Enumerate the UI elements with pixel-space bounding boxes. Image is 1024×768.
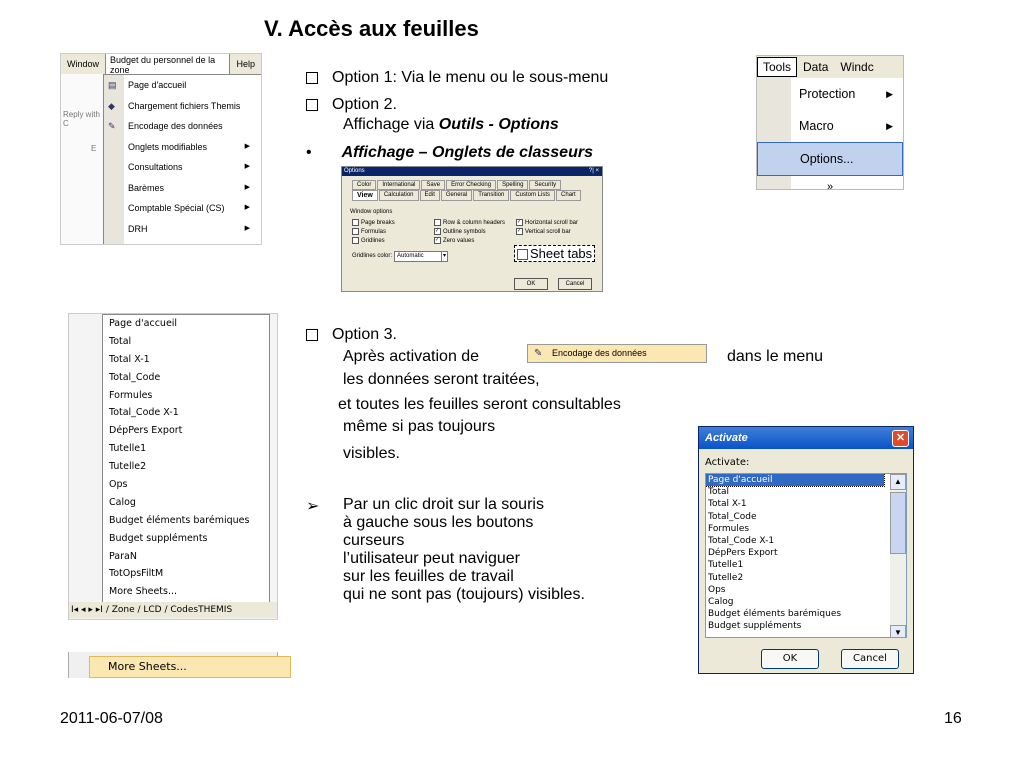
edit-icon: ✎ [108,121,116,131]
option3-line5: même si pas toujours [343,418,496,435]
submenu-arrow-icon: ▶ [244,224,250,232]
sheet-list-item[interactable]: Ops [109,479,128,491]
menu-help[interactable]: Help [236,59,255,69]
checkbox-icon: ✓ [517,228,522,234]
tools-item-label: Macro [799,119,834,133]
menu-item-label: Comptable Spécial (CS) [128,203,225,213]
sheet-list-item[interactable]: Total_Code X-1 [109,407,179,419]
activate-list-item[interactable]: Formules [708,523,750,534]
tools-item-label: Protection [799,87,856,101]
activate-list-item[interactable]: Budget suppléments [708,621,802,632]
submenu-arrow-icon: ▶ [886,121,893,131]
sheet-list-item[interactable]: More Sheets... [109,586,178,598]
option2-detail: Affichage via Outils - Options [343,116,559,133]
activate-list-item[interactable]: Total X-1 [708,499,747,510]
menu-item[interactable] [104,178,262,199]
activate-list-item[interactable]: Page d'accueil [706,474,884,486]
bullet-option2: Option 2. [306,96,397,114]
checkbox-icon: ✓ [517,219,522,225]
menu-item[interactable] [104,198,262,219]
options-dialog-screenshot [341,166,603,292]
menu-item-label: Page d'accueil [128,80,187,90]
tools-menu-item[interactable] [757,110,903,142]
expand-chevron-icon[interactable]: » [826,181,834,193]
menu-item[interactable] [104,75,262,96]
options-tab[interactable]: Spelling [497,180,528,190]
column-e: E [91,144,97,153]
sheet-list-item[interactable]: DépPers Export [109,425,183,437]
menu-item[interactable] [104,96,262,117]
activate-cancel-button[interactable]: Cancel [841,649,899,669]
tools-menu-item[interactable] [757,78,903,110]
options-checkbox[interactable] [516,219,578,226]
checkbox-label: Vertical scroll bar [525,229,571,236]
options-checkbox[interactable] [434,228,486,235]
activate-list-item[interactable]: Total [708,487,730,498]
menu-item-label: Barèmes [128,182,165,193]
options-cancel-button[interactable]: Cancel [558,278,592,290]
menu-tools[interactable]: Tools [757,57,797,77]
explanation-line: l’utilisateur peut naviguer [343,550,520,567]
options-tab[interactable]: International [377,180,420,190]
options-tab[interactable]: Security [529,180,561,190]
sheet-tabs-checkbox[interactable]: Sheet tabs [514,245,595,262]
options-tab[interactable]: Edit [420,190,440,201]
activate-list-item[interactable]: DépPers Export [708,548,778,559]
budget-menu-screenshot [60,53,262,245]
reply-text: Reply with C [63,110,100,128]
activate-dialog-screenshot [698,426,914,674]
checkbox-icon: ✓ [435,228,440,234]
window-options-label: Window options [350,209,393,215]
sheet-list-item[interactable]: TotOpsFiltM [109,568,164,580]
sheet-list-popup [102,314,270,604]
submenu-arrow-icon: ▶ [244,183,250,191]
option3-line6: visibles. [343,445,400,462]
more-sheets-item[interactable]: More Sheets... [89,656,291,678]
explanation-line: Par un clic droit sur la souris [343,496,544,513]
sheet-list-item[interactable]: Budget éléments barémiques [109,514,250,526]
options-title: Options [344,168,365,174]
menu-item[interactable] [104,116,262,137]
activate-title: Activate [705,432,748,444]
options-title-controls[interactable]: ?| × [588,168,599,174]
sheet-list-item[interactable]: Budget suppléments [109,532,208,544]
options-tab[interactable]: Transition [473,190,509,201]
activate-list-item[interactable]: Total_Code X-1 [708,535,775,546]
options-checkbox[interactable] [434,219,505,226]
sheet-list-item[interactable]: Total [109,335,132,347]
sheet-nav-bar[interactable]: I◂ ◂ ▸ ▸I / Zone / LCD / CodesTHEMIS [69,602,278,618]
submenu-arrow-icon: ▶ [244,163,250,170]
footer-date: 2011-06-07/08 [60,710,163,727]
options-checkbox[interactable] [434,237,474,244]
menu-budget[interactable]: Budget du personnel de la zone [105,53,230,78]
option3-line4: et toutes les feuilles seront consultables [338,396,621,413]
activate-list-item[interactable]: Calog [708,596,734,607]
checkbox-icon [352,237,359,244]
options-tab[interactable]: Color [352,180,376,190]
options-ok-button[interactable]: OK [514,278,548,290]
close-icon[interactable]: ✕ [892,430,909,447]
option3-line2b: dans le menu [727,348,824,365]
sheet-list-item[interactable]: Calog [109,496,136,508]
menu-item[interactable] [104,219,262,240]
slide-title: V. Accès aux feuilles [264,16,479,41]
menu-item-label: Onglets modifiables [128,141,208,152]
scroll-up-icon[interactable]: ▲ [890,474,906,490]
menu-data[interactable]: Data [803,60,829,74]
menu-window-cut[interactable]: Windc [840,60,874,74]
encodage-button[interactable]: ✎ Encodage des données [527,344,707,363]
edit-icon: ✎ [534,348,543,359]
tools-menu-item[interactable] [757,142,903,176]
explanation-line: à gauche sous les boutons [343,514,534,531]
bullet-option3: Option 3. [306,326,397,344]
sheet-list-item[interactable]: Tutelle2 [109,461,147,473]
option3-line3: les données seront traitées, [343,371,540,388]
options-checkbox[interactable] [352,237,385,244]
tools-item-label: Options... [800,152,854,166]
page-number: 16 [944,710,962,727]
activate-list-item[interactable]: Tutelle1 [708,560,744,571]
scroll-thumb[interactable] [890,492,906,554]
checkbox-label: Gridlines [361,238,385,245]
activate-list-item[interactable]: Ops [708,584,726,595]
option3-line2a: Après activation de [343,348,480,365]
menu-item[interactable] [104,157,262,178]
menu-item-label: Consultations [128,162,183,172]
activate-label: Activate: [705,457,750,468]
sheet-background [61,74,103,244]
options-tab[interactable]: Error Checking [446,180,496,190]
submenu-arrow-icon: ▶ [244,204,250,211]
checkbox-icon: ✓ [435,237,440,243]
sheet-list-item[interactable]: Formules [109,389,153,401]
options-tab[interactable]: View [352,190,378,201]
scroll-down-icon[interactable]: ▼ [890,625,906,638]
checkbox-label: Page breaks [361,220,395,227]
submenu-arrow-icon: ▶ [244,142,250,150]
sheet-list-item[interactable]: ParaN [109,550,137,562]
tools-menu-screenshot [756,55,904,193]
gridlines-color-select[interactable]: Automatic ▾ [394,251,448,262]
page-icon: ▤ [108,80,117,90]
more-sheets-screenshot [68,652,278,678]
activate-listbox[interactable] [705,473,907,638]
activate-ok-button[interactable]: OK [761,649,819,669]
menu-item-label: Chargement fichiers Themis [128,100,241,111]
menu-item-label: DRH [128,223,148,234]
right-click-explanation [343,496,585,604]
gridlines-color-label: Gridlines color: [352,253,393,259]
options-tab[interactable]: Custom Lists [510,190,555,201]
menubar [61,54,261,74]
checkbox-icon [434,219,441,226]
arrow-bullet-icon: ➢ [306,498,320,515]
budget-dropdown [103,74,262,245]
options-tab[interactable]: General [441,190,472,201]
submenu-arrow-icon: ▶ [886,89,893,99]
checkbox-label: Formulas [361,229,387,236]
sheet-list-screenshot [68,313,278,620]
checkbox-label: Row & column headers [443,220,506,227]
options-tab[interactable]: Save [421,180,445,190]
options-checkbox[interactable] [516,228,571,235]
bullet-option1: Option 1: Via le menu ou le sous-menu [306,69,608,87]
checkbox-label: Outline symbols [443,229,486,236]
listbox-scrollbar[interactable] [890,474,906,637]
checkbox-label: Zero values [443,238,475,245]
options-checkbox[interactable] [352,219,395,226]
load-icon: ◆ [108,100,115,111]
explanation-line: curseurs [343,532,405,549]
options-tab[interactable]: Calculation [379,190,419,201]
activate-list-item[interactable]: Total_Code [708,511,757,522]
explanation-line: qui ne sont pas (toujours) visibles. [343,586,585,603]
checkbox-label: Horizontal scroll bar [525,220,579,227]
sheet-list-item[interactable]: Total X-1 [109,353,150,365]
menu-item-label: Encodage des données [128,121,223,131]
checkbox-icon [352,219,359,226]
sheet-list-item[interactable]: Tutelle1 [109,443,147,455]
options-checkbox[interactable] [352,228,386,235]
checkbox-icon [352,228,359,235]
bullet-option2-sub: • Affichage – Onglets de classeurs [306,144,593,161]
activate-list-item[interactable]: Budget éléments barémiques [708,609,842,620]
options-tab[interactable]: Chart [556,190,581,201]
menu-window[interactable]: Window [67,59,100,69]
explanation-line: sur les feuilles de travail [343,568,514,585]
activate-list-item[interactable]: Tutelle2 [708,572,744,583]
sheet-list-item[interactable]: Total_Code [109,371,161,383]
menu-item[interactable] [104,137,262,158]
sheet-list-item[interactable]: Page d'accueil [109,318,178,329]
